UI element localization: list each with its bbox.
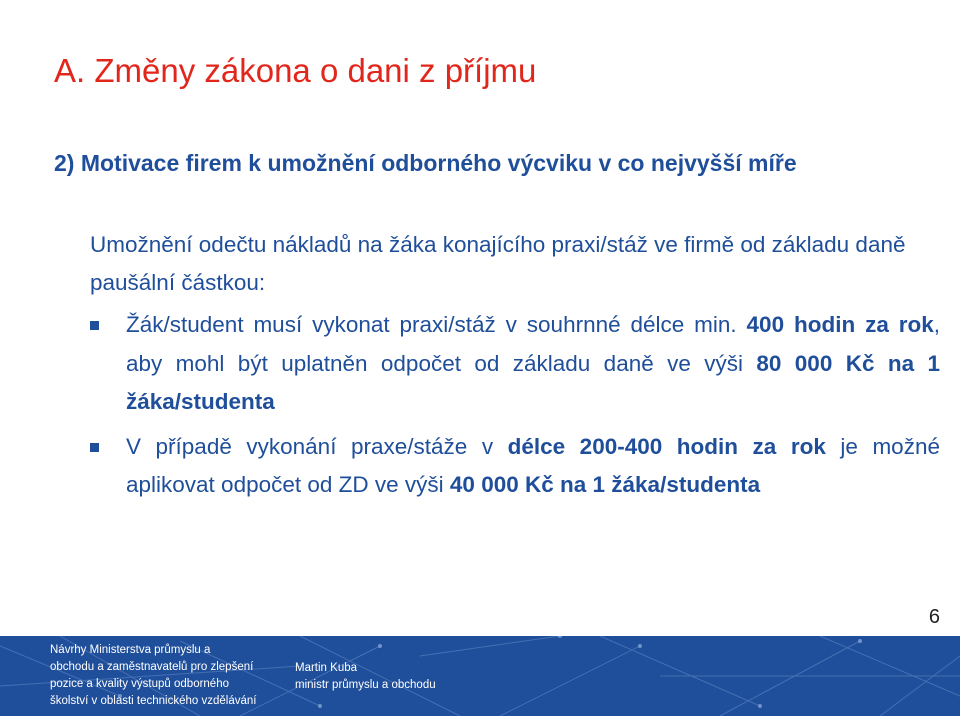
slide-title: A. Změny zákona o dani z příjmu [54, 52, 537, 89]
bullet-bold-hours: délce 200-400 hodin za rok [507, 433, 826, 459]
bullet-list [90, 306, 940, 511]
page-number: 6 [928, 606, 940, 628]
bullet-bold-amount: 40 000 Kč na 1 žáka/studenta [449, 472, 761, 497]
bullet-text: je možné aplikovat odpočet od ZD ve výši [126, 433, 940, 497]
intro-text: Umožnění odečtu nákladů na žáka konajícího praxi/stáž ve firmě od základu daně paušální částkou: [90, 232, 906, 295]
bullet-text: , aby mohl být uplatněn odpočet od základu daně ve výši [126, 312, 940, 376]
bullet-bold-hours: 400 hodin za rok [746, 312, 934, 337]
footer-left-line: školství v oblasti technického vzdělávání [50, 695, 257, 707]
section-heading: 2) Motivace firem k umožnění odborného výcviku v co nejvyšší míře [54, 150, 797, 176]
bullet-text: Žák/student musí vykonat praxi/stáž v souhrnné délce min. [126, 312, 747, 337]
footer-author-role: ministr průmyslu a obchodu [295, 679, 436, 691]
footer-left-line: pozice a kvality výstupů odborného [50, 678, 229, 690]
footer-left-line: obchodu a zaměstnavatelů pro zlepšení [50, 661, 254, 673]
bullet-text: V případě vykonání praxe/stáže v [126, 433, 508, 459]
footer-author-name: Martin Kuba [295, 662, 358, 674]
bullet-bold-amount: 80 000 Kč na 1 žáka/studenta [126, 350, 941, 414]
footer-banner [0, 636, 960, 716]
square-bullet-icon [90, 321, 99, 330]
bullet-item-hours-400 [90, 306, 940, 422]
bullet-item-hours-200-400 [90, 428, 940, 505]
footer-document-title [50, 642, 256, 710]
footer-left-line: Návrhy Ministerstva průmyslu a [50, 644, 211, 656]
footer-author [295, 660, 436, 694]
square-bullet-icon [90, 443, 99, 452]
